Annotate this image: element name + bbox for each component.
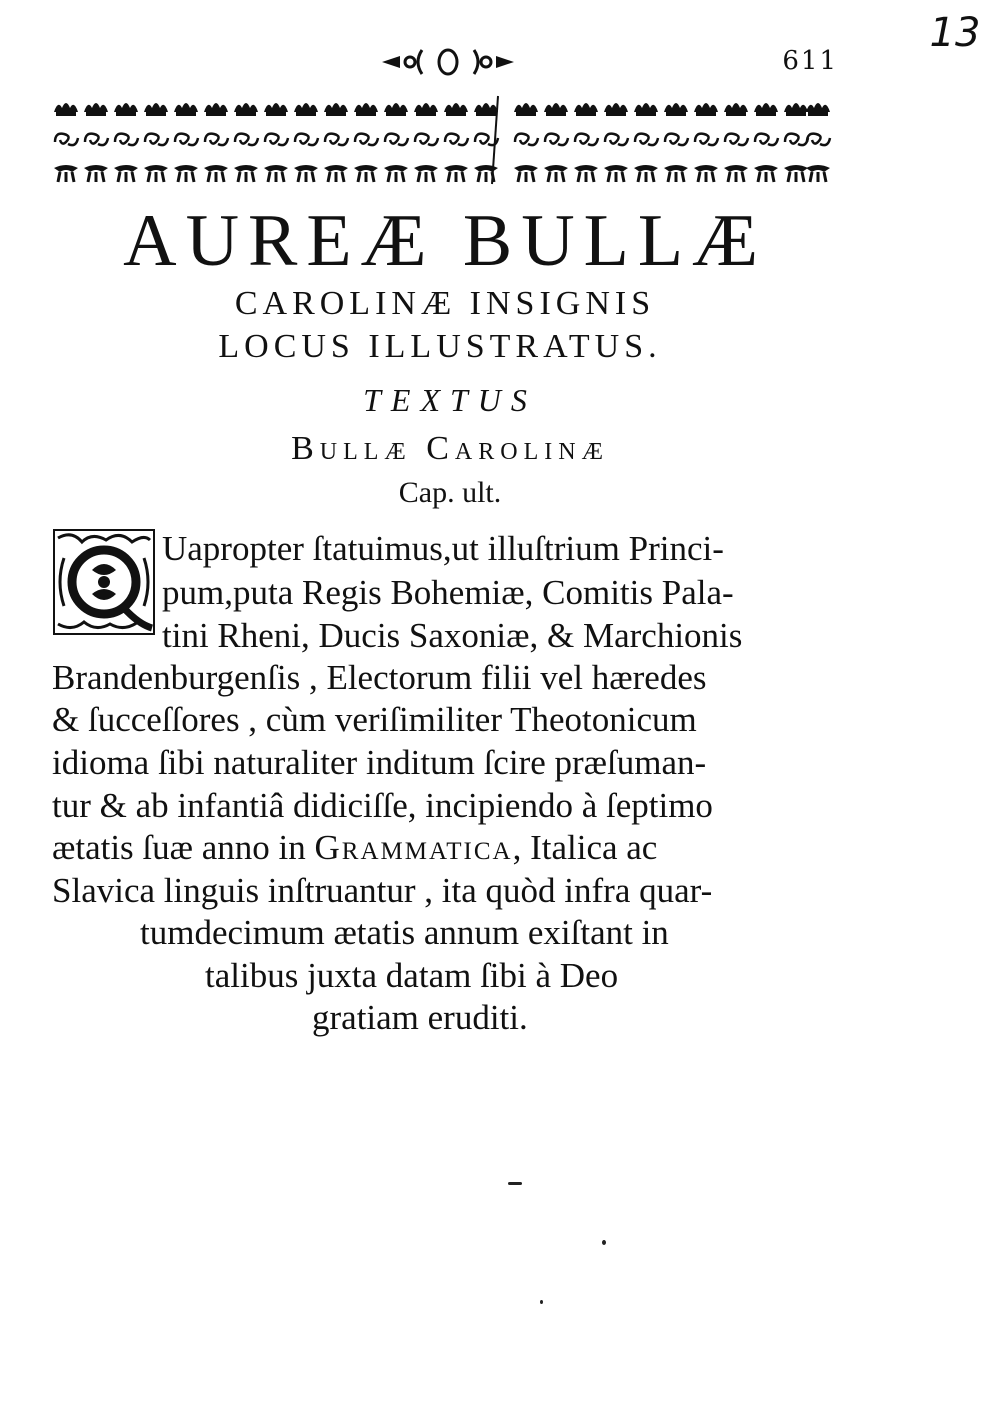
border-row-crowns bbox=[54, 103, 830, 116]
subtitle-line-1: CAROLINÆ INSIGNIS bbox=[234, 285, 656, 322]
body-line: gratiam eruditi. bbox=[312, 998, 528, 1037]
page-number: 611 bbox=[782, 46, 838, 76]
body-line: tur & ab infantiâ didiciſſe, incipiendo à ſeptimo bbox=[52, 786, 713, 825]
body-line: talibus juxta datam ſibi à Deo bbox=[205, 956, 619, 995]
fleuron-icon bbox=[378, 44, 518, 80]
header-ornament bbox=[378, 44, 518, 80]
body-line: Brandenburgenſis , Electorum filii vel hæredes bbox=[52, 658, 707, 697]
body-line-text: ætatis ſuæ anno in bbox=[52, 828, 315, 867]
section-label: TEXTUS bbox=[363, 382, 537, 418]
border-row-scrolls bbox=[55, 134, 830, 145]
body-line: & ſucceſſores , cùm veriſimiliter Theotonicum bbox=[52, 700, 697, 739]
paper-speck bbox=[540, 1300, 543, 1304]
paper-speck bbox=[508, 1182, 522, 1185]
body-line: Slavica linguis inſtruantur , ita quòd infra quar- bbox=[52, 871, 713, 910]
body-line: idioma ſibi naturaliter inditum ſcire præſuman- bbox=[52, 743, 707, 782]
decorated-initial bbox=[52, 528, 156, 636]
subtitle-line-2: LOCUS ILLUSTRATUS. bbox=[218, 328, 662, 365]
paper-speck bbox=[602, 1240, 606, 1245]
body-line: pum,puta Regis Bohemiæ, Comitis Pala- bbox=[162, 573, 734, 612]
main-title: AUREÆ BULLÆ bbox=[123, 200, 767, 282]
body-line bbox=[52, 827, 657, 869]
body-line-tail: , Italica ac bbox=[512, 828, 658, 867]
ornamental-border bbox=[52, 92, 832, 188]
section-heading: Bullæ Carolinæ bbox=[291, 430, 609, 467]
body-line: tini Rheni, Ducis Saxoniæ, & Marchionis bbox=[162, 616, 743, 655]
chapter-reference: Cap. ult. bbox=[398, 476, 502, 509]
border-row-leaves bbox=[54, 165, 830, 182]
smallcaps-word: Grammatica bbox=[314, 828, 513, 867]
body-line: tumdecimum ætatis annum exiſtant in bbox=[140, 913, 669, 952]
folio-number: 13 bbox=[929, 10, 981, 56]
initial-ornament-icon bbox=[52, 528, 156, 636]
body-line: Uapropter ſtatuimus,ut illuſtrium Princi- bbox=[162, 529, 724, 568]
